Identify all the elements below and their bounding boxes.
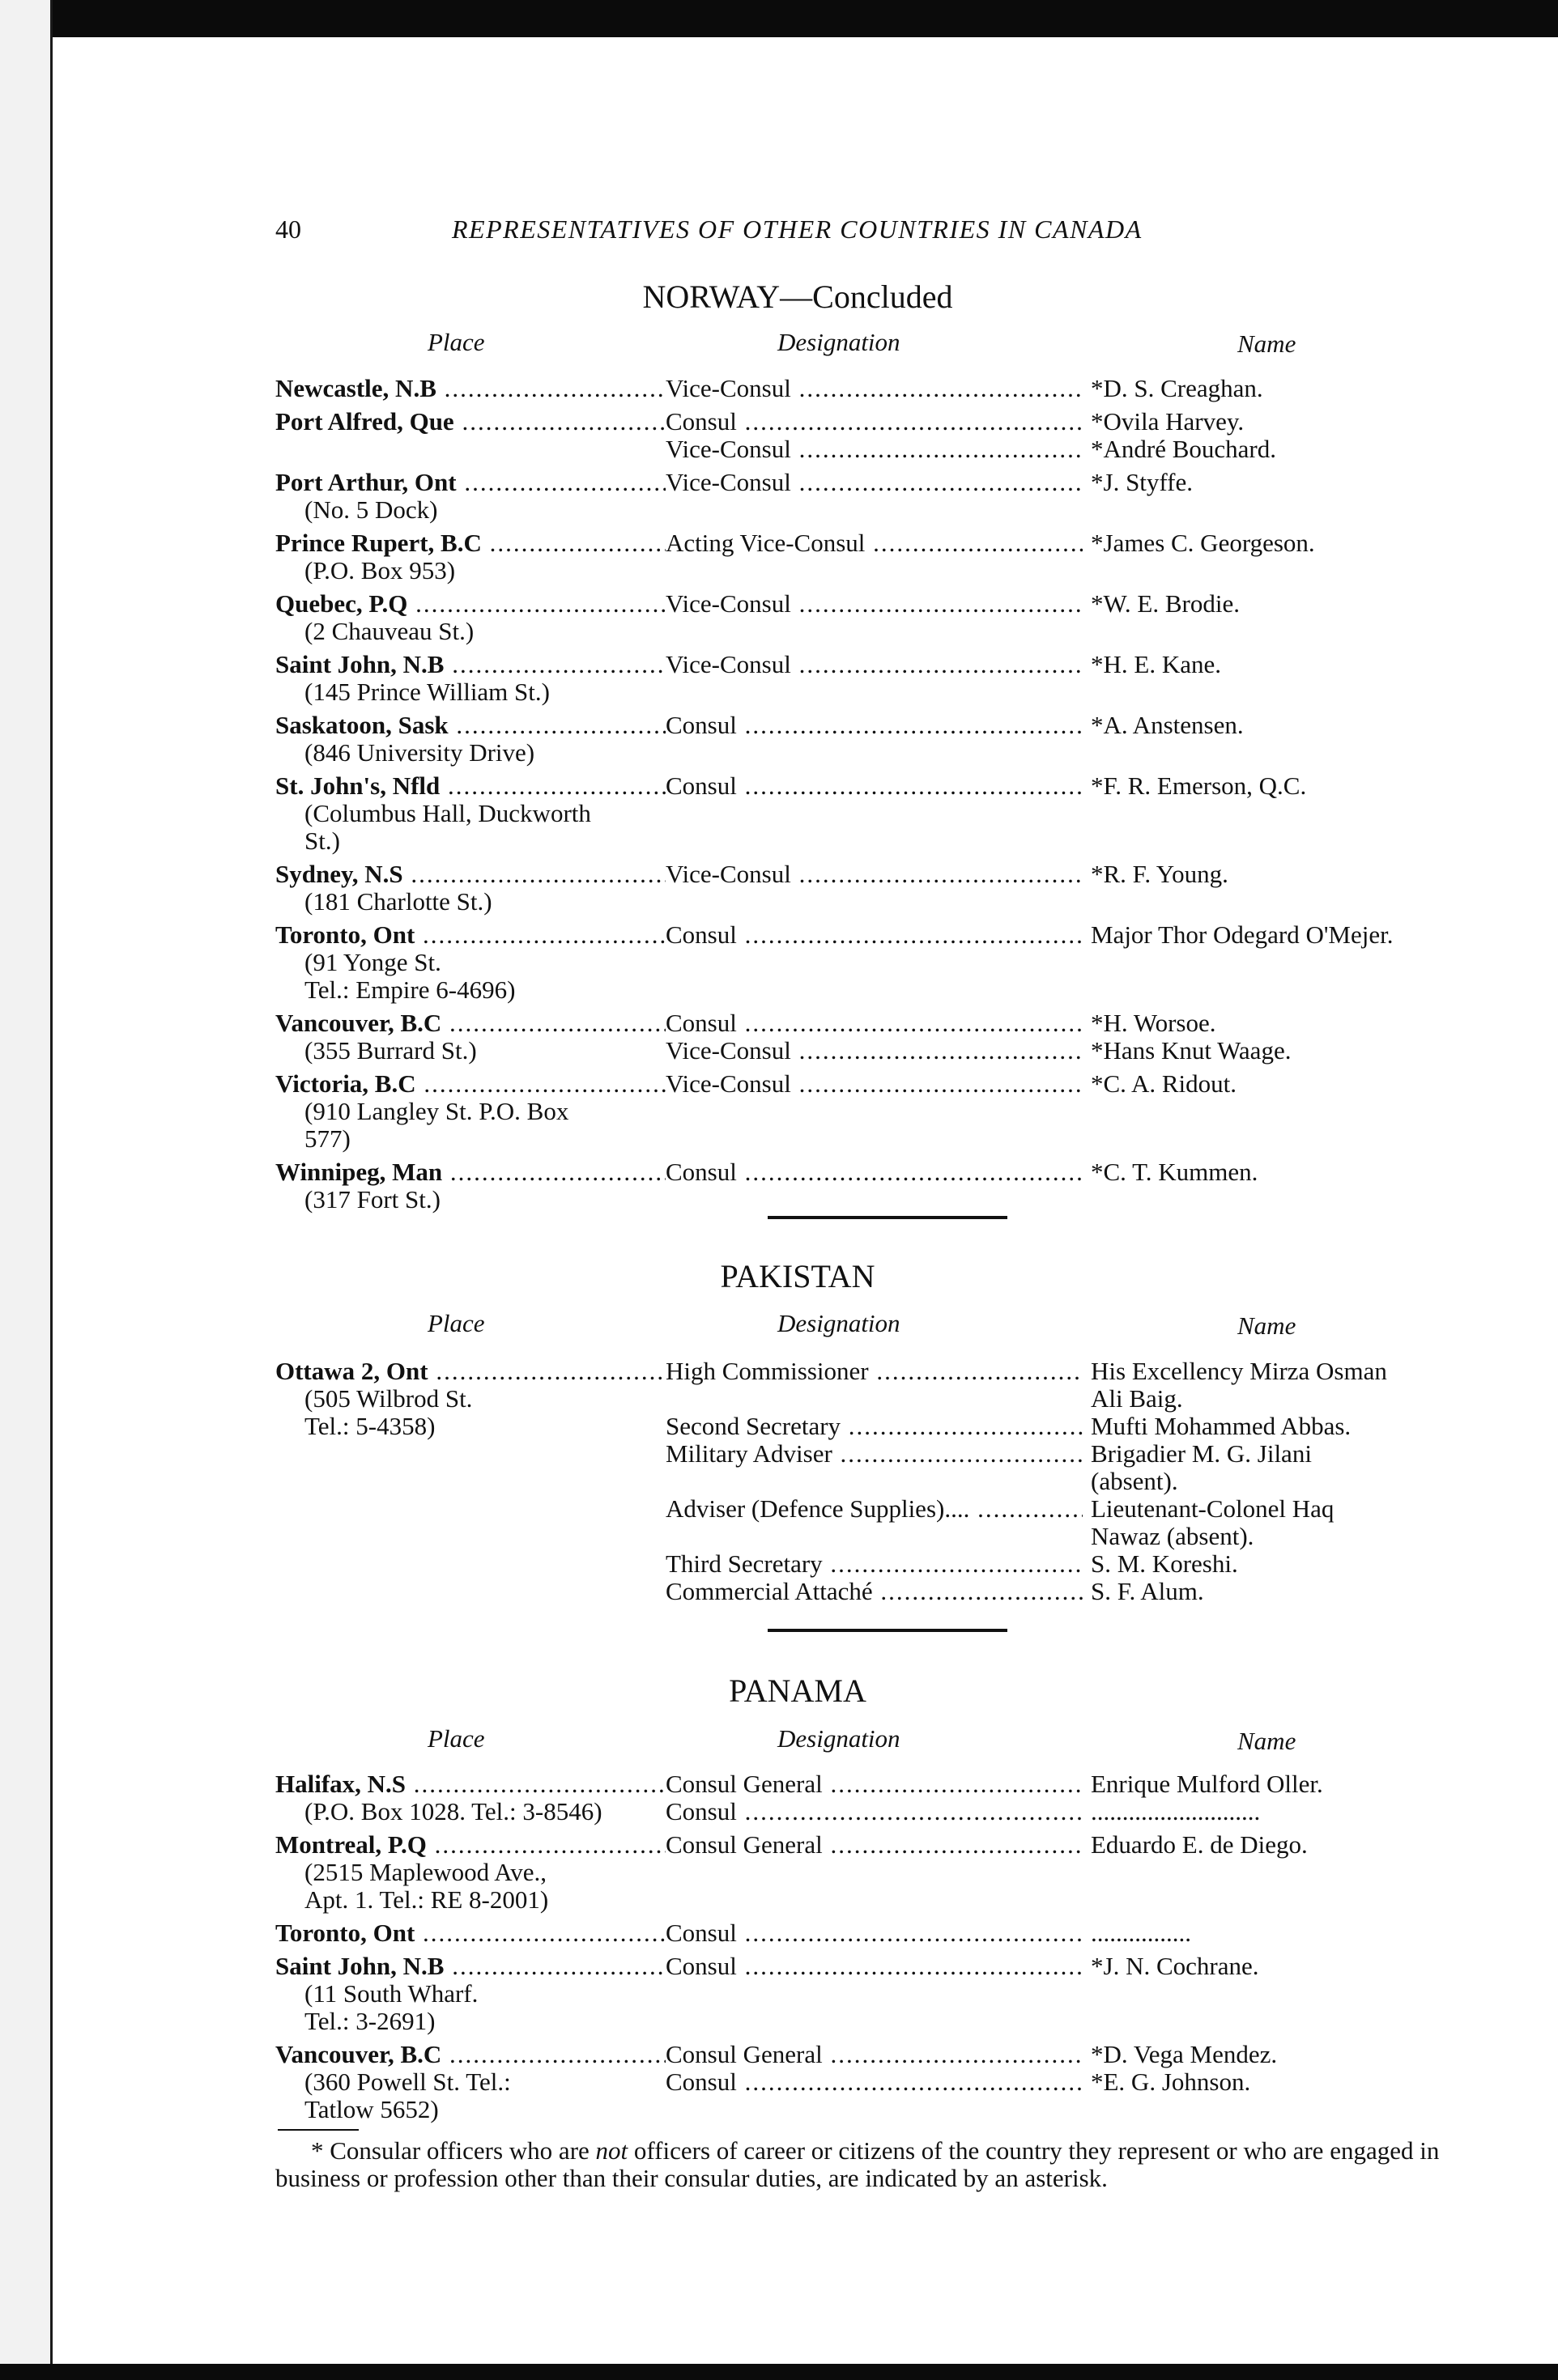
section-divider xyxy=(768,1629,1007,1632)
person-name: *D. Vega Mendez. xyxy=(1091,2040,1278,2068)
person-name: Enrique Mulford Oller. xyxy=(1091,1770,1323,1798)
place-cell xyxy=(275,861,666,916)
designation-line xyxy=(666,651,1083,678)
table-row xyxy=(275,1358,1506,1605)
designation-cell xyxy=(666,921,1083,949)
name-cell xyxy=(1091,861,1496,888)
designation-cell xyxy=(666,1158,1083,1186)
person-name: *A. Anstensen. xyxy=(1091,711,1244,739)
person-name: Mufti Mohammed Abbas. xyxy=(1091,1412,1352,1440)
designation-line xyxy=(666,1413,1083,1440)
table-row xyxy=(275,1770,1506,1825)
designation-line xyxy=(666,1919,1083,1947)
designation-line xyxy=(666,1953,1083,1980)
designation-cell xyxy=(666,712,1083,739)
designation-line xyxy=(666,712,1083,739)
designation-text: Military Adviser ..... xyxy=(666,1440,1083,1468)
place-address: (No. 5 Dock) xyxy=(304,495,438,524)
place-name: Victoria, B.C ..... xyxy=(275,1070,666,1098)
person-name: ........................... xyxy=(1091,1797,1261,1825)
designation-text: Commercial Attaché ..... xyxy=(666,1578,1083,1605)
place-address: (846 University Drive) xyxy=(304,738,535,767)
designation-text: Vice-Consul ..... xyxy=(666,1037,1083,1065)
person-name: *James C. Georgeson. xyxy=(1091,529,1315,557)
place-name: Halifax, N.S ..... xyxy=(275,1770,666,1798)
designation-text: Consul ..... xyxy=(666,1919,1083,1947)
designation-text: Consul ..... xyxy=(666,1798,1083,1825)
place-name: Port Alfred, Que ..... xyxy=(275,408,666,436)
norway-table xyxy=(275,375,1506,1219)
table-row xyxy=(275,861,1506,916)
col-head-designation: Designation xyxy=(777,1724,900,1753)
designation-text: Consul ..... xyxy=(666,1009,1083,1037)
table-row xyxy=(275,529,1506,584)
person-name: His Excellency Mirza Osman xyxy=(1091,1357,1387,1385)
designation-line xyxy=(666,1158,1083,1186)
place-address: (P.O. Box 953) xyxy=(304,556,456,584)
col-head-designation: Designation xyxy=(777,1309,900,1337)
designation-line xyxy=(666,861,1083,888)
name-cell xyxy=(1091,469,1496,496)
designation-line xyxy=(666,1578,1083,1605)
place-address: (360 Powell St. Tel.: Tatlow 5652) xyxy=(304,2068,511,2123)
name-cell xyxy=(1091,1919,1496,1947)
designation-cell xyxy=(666,861,1083,888)
designation-line xyxy=(666,436,1083,463)
designation-text: High Commissioner ..... xyxy=(666,1358,1083,1385)
person-name: *J. Styffe. xyxy=(1091,468,1194,496)
person-name: *H. Worsoe. xyxy=(1091,1009,1216,1037)
scan-bottom-border xyxy=(0,2364,1558,2380)
person-name: Major Thor Odegard O'Mejer. xyxy=(1091,920,1394,949)
person-name: *Ovila Harvey. xyxy=(1091,407,1245,436)
table-row xyxy=(275,590,1506,645)
designation-text: Vice-Consul ..... xyxy=(666,436,1083,463)
designation-line xyxy=(666,2068,1083,2096)
place-address: (181 Charlotte St.) xyxy=(304,887,492,916)
designation-line xyxy=(666,375,1083,402)
designation-line xyxy=(666,1831,1083,1859)
place-cell xyxy=(275,375,666,402)
place-address: (91 Yonge St. Tel.: Empire 6-4696) xyxy=(304,948,516,1004)
place-name: Saint John, N.B ..... xyxy=(275,1953,666,1980)
col-head-name: Name xyxy=(1237,329,1296,358)
name-cell xyxy=(1091,2041,1496,2096)
place-name: Ottawa 2, Ont ..... xyxy=(275,1358,666,1385)
place-cell xyxy=(275,712,666,767)
designation-line xyxy=(666,529,1083,557)
name-cell xyxy=(1091,1070,1496,1098)
table-row xyxy=(275,1009,1506,1065)
person-name: (absent). xyxy=(1091,1467,1178,1495)
name-cell xyxy=(1091,529,1496,557)
designation-cell xyxy=(666,375,1083,402)
person-name: *D. S. Creaghan. xyxy=(1091,374,1263,402)
place-address: (355 Burrard St.) xyxy=(304,1036,477,1065)
place-name: Port Arthur, Ont ..... xyxy=(275,469,666,496)
place-cell xyxy=(275,772,666,855)
place-name: St. John's, Nfld ..... xyxy=(275,772,666,800)
table-row xyxy=(275,375,1506,402)
designation-cell xyxy=(666,590,1083,618)
name-cell xyxy=(1091,772,1496,800)
person-name: *Hans Knut Waage. xyxy=(1091,1036,1292,1065)
designation-text: Vice-Consul ..... xyxy=(666,375,1083,402)
table-row xyxy=(275,921,1506,1004)
person-name: *André Bouchard. xyxy=(1091,435,1276,463)
col-head-designation: Designation xyxy=(777,328,900,356)
place-address: (910 Langley St. P.O. Box 577) xyxy=(304,1097,569,1153)
designation-text: Consul ..... xyxy=(666,408,1083,436)
designation-line xyxy=(666,469,1083,496)
col-head-name: Name xyxy=(1237,1311,1296,1340)
name-cell xyxy=(1091,712,1496,739)
place-name: Saskatoon, Sask ..... xyxy=(275,712,666,739)
person-name: Lieutenant-Colonel Haq xyxy=(1091,1494,1335,1523)
col-head-place: Place xyxy=(428,1724,485,1753)
designation-text: Consul ..... xyxy=(666,921,1083,949)
place-name: Montreal, P.Q ..... xyxy=(275,1831,666,1859)
name-cell xyxy=(1091,1831,1496,1859)
person-name: Brigadier M. G. Jilani xyxy=(1091,1439,1312,1468)
pakistan-table xyxy=(275,1358,1506,1611)
page-header xyxy=(275,215,1320,250)
panama-table xyxy=(275,1770,1506,2129)
designation-cell xyxy=(666,1770,1083,1825)
name-cell xyxy=(1091,590,1496,618)
table-row xyxy=(275,772,1506,855)
designation-spacer xyxy=(666,1523,1083,1550)
designation-cell xyxy=(666,1953,1083,1980)
person-name: ................ xyxy=(1091,1919,1191,1947)
designation-text: Consul ..... xyxy=(666,2068,1083,2096)
name-cell xyxy=(1091,1358,1496,1605)
section-title-norway: NORWAY—Concluded xyxy=(642,278,953,315)
designation-line xyxy=(666,1770,1083,1798)
table-row xyxy=(275,1831,1506,1914)
designation-cell xyxy=(666,408,1083,463)
place-cell xyxy=(275,1953,666,2035)
name-cell xyxy=(1091,1770,1496,1825)
person-name: *W. E. Brodie. xyxy=(1091,589,1240,618)
place-name: Newcastle, N.B ..... xyxy=(275,375,666,402)
designation-cell xyxy=(666,469,1083,496)
designation-text: Consul ..... xyxy=(666,772,1083,800)
place-name: Toronto, Ont ..... xyxy=(275,1919,666,1947)
designation-line xyxy=(666,1440,1083,1468)
scan-top-border xyxy=(0,0,1558,37)
name-cell xyxy=(1091,651,1496,678)
table-row xyxy=(275,469,1506,524)
table-row xyxy=(275,1953,1506,2035)
place-cell xyxy=(275,921,666,1004)
place-cell xyxy=(275,408,666,436)
designation-cell xyxy=(666,2041,1083,2096)
designation-line xyxy=(666,921,1083,949)
place-name: Toronto, Ont ..... xyxy=(275,921,666,949)
designation-line xyxy=(666,408,1083,436)
table-row xyxy=(275,1919,1506,1947)
place-cell xyxy=(275,1009,666,1065)
designation-line xyxy=(666,1495,1083,1523)
place-cell xyxy=(275,529,666,584)
col-head-place: Place xyxy=(428,328,485,356)
person-name: *F. R. Emerson, Q.C. xyxy=(1091,771,1307,800)
person-name: *J. N. Cochrane. xyxy=(1091,1952,1259,1980)
person-name: S. F. Alum. xyxy=(1091,1577,1204,1605)
designation-text: Vice-Consul ..... xyxy=(666,1070,1083,1098)
scan-left-margin xyxy=(0,0,53,2380)
place-name: Vancouver, B.C ..... xyxy=(275,2041,666,2068)
col-head-name: Name xyxy=(1237,1727,1296,1755)
designation-line xyxy=(666,1037,1083,1065)
person-name: S. M. Koreshi. xyxy=(1091,1549,1238,1578)
designation-cell xyxy=(666,1358,1083,1605)
table-row xyxy=(275,651,1506,706)
place-address: (P.O. Box 1028. Tel.: 3-8546) xyxy=(304,1797,602,1825)
designation-cell xyxy=(666,1919,1083,1947)
designation-text: Vice-Consul ..... xyxy=(666,861,1083,888)
designation-text: Consul General ..... xyxy=(666,1770,1083,1798)
place-address: (145 Prince William St.) xyxy=(304,678,550,706)
person-name: *E. G. Johnson. xyxy=(1091,2068,1251,2096)
page-number: 40 xyxy=(275,215,301,244)
table-row xyxy=(275,712,1506,767)
designation-text: Consul ..... xyxy=(666,712,1083,739)
place-cell xyxy=(275,590,666,645)
designation-cell xyxy=(666,651,1083,678)
designation-text: Acting Vice-Consul ..... xyxy=(666,529,1083,557)
place-name: Sydney, N.S ..... xyxy=(275,861,666,888)
footnote xyxy=(275,2129,1490,2192)
person-name: *C. T. Kummen. xyxy=(1091,1158,1258,1186)
designation-line xyxy=(666,1358,1083,1385)
footnote-rule xyxy=(278,2129,359,2131)
place-cell xyxy=(275,1358,666,1440)
footnote-text: * Consular officers who are not officers of career or citizens of the country they represent or who are engaged in business or profession other than their consular duties, are indicated by an asterisk. xyxy=(275,2136,1440,2192)
person-name: *C. A. Ridout. xyxy=(1091,1069,1237,1098)
designation-text: Adviser (Defence Supplies).... ..... xyxy=(666,1495,1083,1523)
place-cell xyxy=(275,651,666,706)
place-cell xyxy=(275,1770,666,1825)
designation-line xyxy=(666,1070,1083,1098)
designation-text: Third Secretary ..... xyxy=(666,1550,1083,1578)
place-cell xyxy=(275,1831,666,1914)
place-name: Winnipeg, Man ..... xyxy=(275,1158,666,1186)
place-cell xyxy=(275,2041,666,2123)
designation-text: Vice-Consul ..... xyxy=(666,651,1083,678)
name-cell xyxy=(1091,1158,1496,1186)
section-title-pakistan: PAKISTAN xyxy=(720,1258,875,1294)
name-cell xyxy=(1091,375,1496,402)
person-name: *R. F. Young. xyxy=(1091,860,1228,888)
designation-spacer xyxy=(666,1468,1083,1495)
designation-line xyxy=(666,1550,1083,1578)
place-address: (11 South Wharf. Tel.: 3-2691) xyxy=(304,1979,479,2035)
designation-line xyxy=(666,1009,1083,1037)
person-name: Ali Baig. xyxy=(1091,1384,1183,1413)
table-row xyxy=(275,1158,1506,1213)
person-name: *H. E. Kane. xyxy=(1091,650,1221,678)
place-cell xyxy=(275,1158,666,1213)
designation-cell xyxy=(666,1070,1083,1098)
designation-cell xyxy=(666,1831,1083,1859)
designation-text: Consul ..... xyxy=(666,1158,1083,1186)
table-row xyxy=(275,408,1506,463)
place-address: (317 Fort St.) xyxy=(304,1185,441,1213)
designation-line xyxy=(666,772,1083,800)
table-row xyxy=(275,1070,1506,1153)
col-head-place: Place xyxy=(428,1309,485,1337)
section-title-panama: PANAMA xyxy=(729,1672,866,1709)
name-cell xyxy=(1091,1009,1496,1065)
designation-text: Second Secretary ..... xyxy=(666,1413,1083,1440)
place-address: (505 Wilbrod St. Tel.: 5-4358) xyxy=(304,1384,473,1440)
designation-text: Consul General ..... xyxy=(666,2041,1083,2068)
section-divider xyxy=(768,1216,1007,1219)
designation-text: Vice-Consul ..... xyxy=(666,469,1083,496)
place-address: (2515 Maplewood Ave., Apt. 1. Tel.: RE 8-2001) xyxy=(304,1858,549,1914)
place-name: Prince Rupert, B.C ..... xyxy=(275,529,666,557)
document-page xyxy=(275,215,1506,2238)
place-name: Vancouver, B.C ..... xyxy=(275,1009,666,1037)
name-cell xyxy=(1091,921,1496,949)
designation-line xyxy=(666,590,1083,618)
designation-line xyxy=(666,1798,1083,1825)
name-cell xyxy=(1091,408,1496,463)
place-name: Saint John, N.B ..... xyxy=(275,651,666,678)
place-name: Quebec, P.Q ..... xyxy=(275,590,666,618)
designation-cell xyxy=(666,529,1083,557)
designation-text: Vice-Consul ..... xyxy=(666,590,1083,618)
place-address: (Columbus Hall, Duckworth St.) xyxy=(304,799,591,855)
place-cell xyxy=(275,1070,666,1153)
person-name: Nawaz (absent). xyxy=(1091,1522,1254,1550)
table-row xyxy=(275,2041,1506,2123)
person-name: Eduardo E. de Diego. xyxy=(1091,1830,1308,1859)
designation-text: Consul ..... xyxy=(666,1953,1083,1980)
footnote-emphasis: not xyxy=(595,2136,628,2165)
place-address: (2 Chauveau St.) xyxy=(304,617,475,645)
name-cell xyxy=(1091,1953,1496,1980)
running-title: REPRESENTATIVES OF OTHER COUNTRIES IN CANADA xyxy=(452,215,1143,244)
place-cell xyxy=(275,469,666,524)
designation-cell xyxy=(666,1009,1083,1065)
place-cell xyxy=(275,1919,666,1947)
designation-text: Consul General ..... xyxy=(666,1831,1083,1859)
designation-cell xyxy=(666,772,1083,800)
designation-line xyxy=(666,2041,1083,2068)
designation-spacer xyxy=(666,1385,1083,1413)
